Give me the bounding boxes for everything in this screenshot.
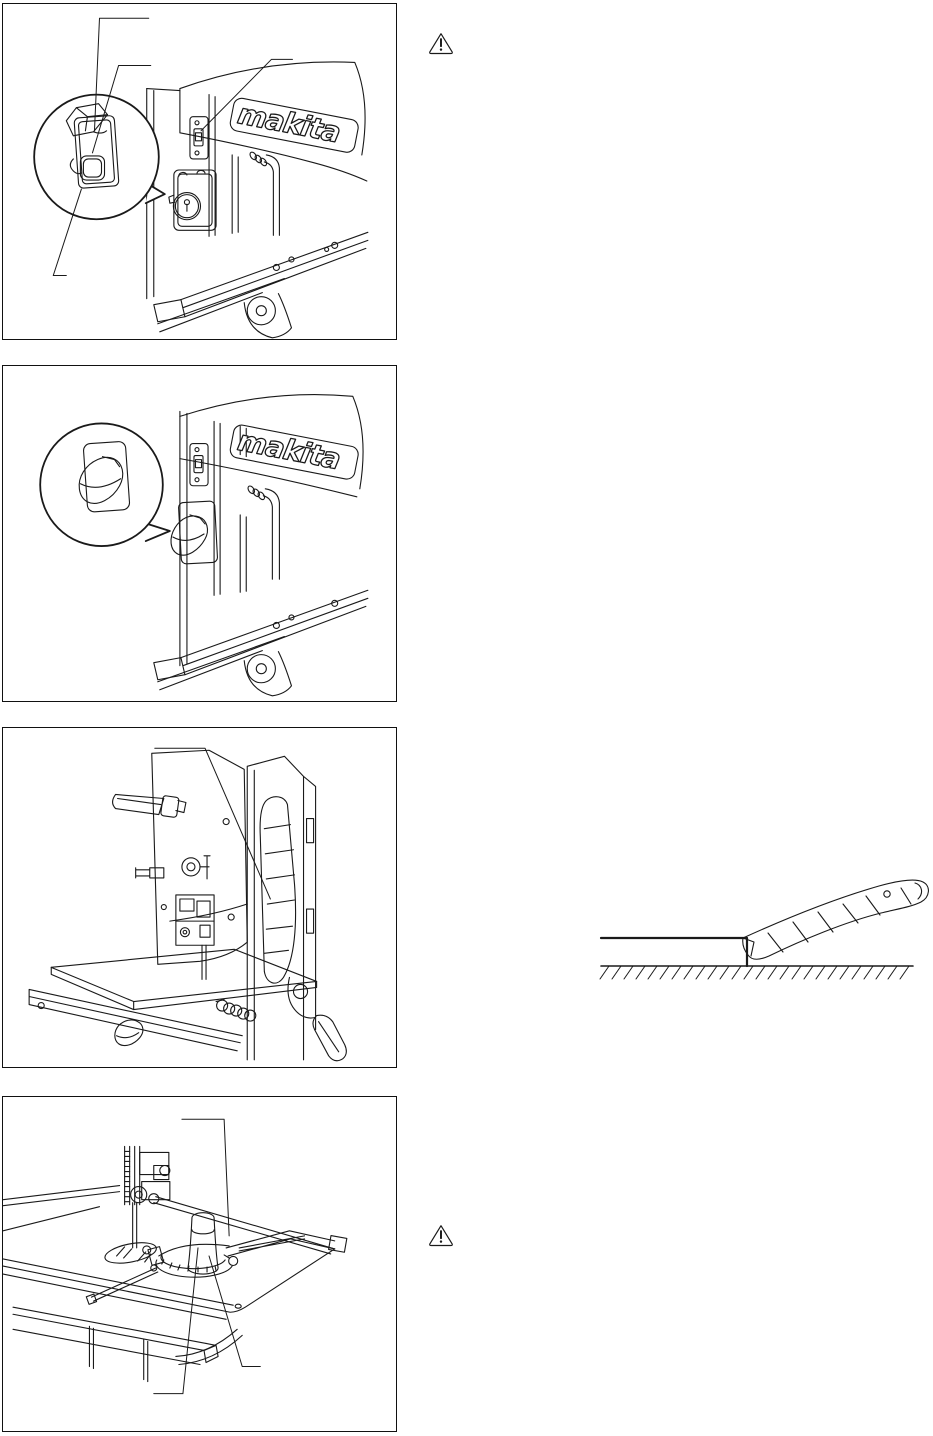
- table-drawing: [3, 1146, 347, 1381]
- warning-icon: [428, 31, 454, 55]
- power-switch: [190, 444, 208, 486]
- table: [51, 949, 316, 1009]
- tension-lever: [113, 794, 186, 817]
- power-cable: [249, 151, 280, 235]
- blade-guide: [176, 895, 214, 945]
- column: [247, 756, 315, 1060]
- table-arm: [154, 590, 368, 696]
- figure-switch-cover-knob: [2, 365, 397, 702]
- figure-miter-gauge: [2, 1096, 397, 1432]
- bandsaw-machine-drawing: [147, 62, 368, 338]
- bandsaw-machine-drawing: [154, 395, 368, 696]
- callout-leader-lines: [154, 1119, 261, 1393]
- makita-logo-text: makita: [235, 424, 343, 477]
- push-stick: [743, 880, 929, 959]
- figure-push-stick: [597, 866, 930, 984]
- adjusting-knob: [182, 856, 210, 879]
- makita-logo-text: makita: [235, 97, 343, 150]
- figure-switch-cover-knob-art: [3, 366, 396, 701]
- callout-leader-lines: [155, 748, 271, 899]
- saw-blade: [133, 1203, 137, 1248]
- restart-knob: [171, 501, 218, 564]
- coil-spring: [216, 1000, 256, 1022]
- front-rail: [29, 989, 242, 1050]
- blade-rail: [125, 1146, 170, 1204]
- table-edge: [600, 938, 913, 979]
- figure-miter-gauge-art: [3, 1097, 396, 1431]
- front-rail-beam: [13, 1307, 242, 1381]
- makita-logo-badge: [229, 97, 360, 154]
- figure-push-stick-art: [597, 866, 930, 984]
- figure-frame-carry-handle: [2, 727, 397, 1068]
- figure-frame-carry-handle-art: [3, 728, 396, 1067]
- power-cable: [247, 485, 280, 579]
- detail-balloon-knob: [40, 423, 170, 546]
- detail-balloon-switch: [34, 95, 165, 220]
- warning-icon: [428, 1223, 454, 1247]
- saw-blade: [202, 945, 206, 979]
- bandsaw-machine-drawing: [29, 750, 346, 1061]
- table-hole: [235, 1304, 241, 1308]
- carry-handle-slot: [260, 797, 296, 983]
- table-arm: [154, 232, 368, 338]
- figure-switch-lock-off-art: [3, 4, 396, 339]
- side-bolt: [136, 868, 164, 878]
- figure-switch-lock-off: [2, 3, 397, 340]
